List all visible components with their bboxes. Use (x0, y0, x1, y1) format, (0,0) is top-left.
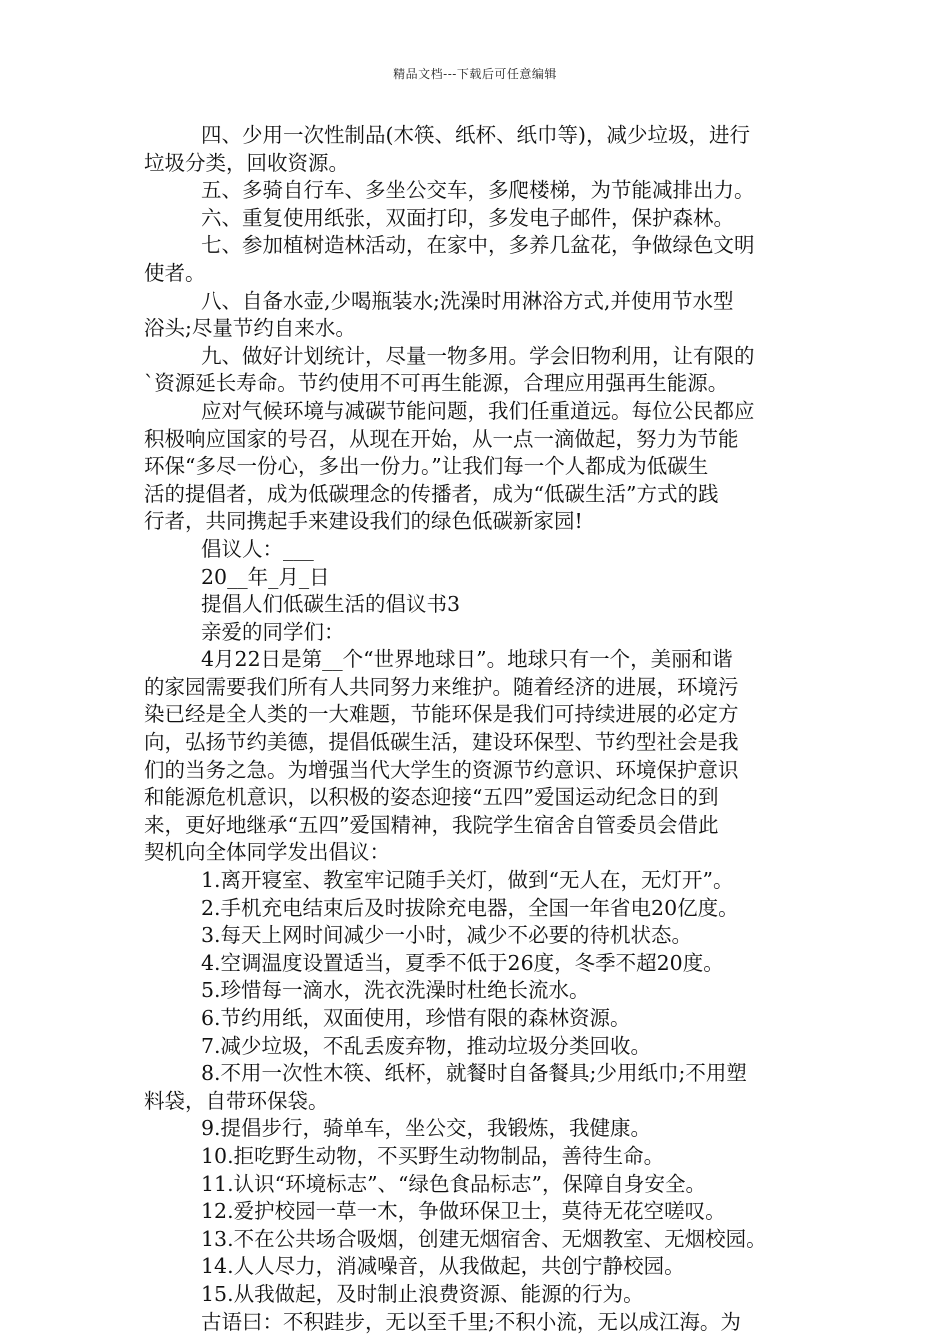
list-item-text: 13.不在公共场合吸烟，创建无烟宿舍、无烟教室、无烟校园。 (201, 1226, 767, 1251)
paragraph-6 (144, 205, 812, 233)
list-item-text: 11.认识“环境标志”、“绿色食品标志”，保障自身安全。 (201, 1171, 707, 1196)
list-item-text: 4.空调温度设置适当，夏季不低于26度，冬季不超20度。 (201, 950, 724, 975)
list-item-text: 5.珍惜每一滴水，洗衣洗澡时杜绝长流水。 (201, 978, 590, 1003)
paragraph-closing (144, 1309, 812, 1337)
list-item-text: 7.减少垃圾，不乱丢废弃物，推动垃圾分类回收。 (201, 1033, 652, 1058)
greeting (144, 619, 812, 647)
list-item-text: 12.爱护校园一草一木，争做环保卫士，莫待无花空嗟叹。 (201, 1199, 726, 1224)
paragraph-intro (144, 646, 812, 867)
paragraph-5 (144, 177, 812, 205)
paragraph-line: 向，弘扬节约美德，提倡低碳生活，建设环保型、节约型社会是我 (144, 730, 739, 755)
list-item-text: 9.提倡步行，骑单车，坐公交，我锻炼，我健康。 (201, 1116, 652, 1141)
paragraph-9 (144, 343, 812, 398)
list-item-text: 6.节约用纸，双面使用，珍惜有限的森林资源。 (201, 1006, 631, 1030)
paragraph-line: 们的当务之急。为增强当代大学生的资源节约意识、环境保护意识 (144, 757, 739, 782)
paragraph-line: 契机向全体同学发出倡议： (144, 840, 390, 865)
list-item (144, 1143, 812, 1171)
list-item (144, 895, 812, 923)
date-line (144, 564, 812, 592)
paragraph-line: 古语曰：不积跬步，无以至千里;不积小流，无以成江海。为 (201, 1309, 741, 1334)
paragraph-line: 五、多骑自行车、多坐公交车，多爬楼梯，为节能减排出力。 (201, 178, 755, 203)
paragraph-line: 行者，共同携起手来建设我们的绿色低碳新家园! (144, 509, 583, 534)
list-item-text: 2.手机充电结束后及时拔除充电器，全国一年省电20亿度。 (201, 895, 739, 920)
list-item (144, 1253, 812, 1281)
paragraph-line: `资源延长寿命。节约使用不可再生能源，合理应用强再生能源。 (144, 371, 729, 396)
list-item (144, 1060, 812, 1115)
document-body (144, 122, 812, 1336)
paragraph-line: 的家园需要我们所有人共同努力来维护。随着经济的进展，环境污 (144, 674, 739, 699)
date-text: 20__年_月_日 (201, 564, 330, 589)
paragraph-line: 染已经是全人类的一大难题，节能环保是我们可持续进展的必定方 (144, 702, 739, 727)
list-item (144, 1005, 812, 1033)
proposer-line (144, 536, 812, 564)
paragraph-line: 八、自备水壶,少喝瓶装水;洗澡时用淋浴方式,并使用节水型 (201, 288, 734, 313)
paragraph-line: 4月22日是第__个“世界地球日”。地球只有一个，美丽和谐 (201, 647, 733, 672)
paragraph-line: 积极响应国家的号召，从现在开始，从一点一滴做起，努力为节能 (144, 426, 739, 451)
paragraph-line: 使者。 (144, 260, 206, 285)
proposal-list (144, 867, 812, 1309)
list-item (144, 1115, 812, 1143)
paragraph-line: 九、做好计划统计，尽量一物多用。学会旧物利用，让有限的 (201, 343, 755, 368)
list-item-text: 15.从我做起，及时制止浪费资源、能源的行为。 (201, 1281, 644, 1306)
list-item (144, 1226, 812, 1254)
paragraph-line: 环保“多尽一份心，多出一份力。”让我们每一个人都成为低碳生 (144, 454, 709, 479)
paragraph-line: 四、少用一次性制品(木筷、纸杯、纸巾等)，减少垃圾，进行 (201, 123, 750, 147)
paragraph-line: 应对气候环境与减碳节能问题，我们任重道远。每位公民都应 (201, 398, 755, 423)
paragraph-line: 六、重复使用纸张，双面打印，多发电子邮件，保护森林。 (201, 205, 734, 230)
paragraph-line: 来，更好地继承“五四”爱国精神，我院学生宿舍自管委员会借此 (144, 812, 719, 837)
list-item-text: 料袋，自带环保袋。 (144, 1088, 329, 1113)
greeting-text: 亲爱的同学们： (201, 619, 345, 644)
paragraph-7 (144, 232, 812, 287)
list-item (144, 977, 812, 1005)
paragraph-line: 垃圾分类，回收资源。 (144, 150, 349, 175)
list-item (144, 922, 812, 950)
list-item (144, 1033, 812, 1061)
list-item (144, 950, 812, 978)
paragraph-8 (144, 288, 812, 343)
list-item (144, 867, 812, 895)
list-item-text: 10.拒吃野生动物，不买野生动物制品，善待生命。 (201, 1143, 665, 1168)
list-item-text: 14.人人尽力，消减噪音，从我做起，共创宁静校园。 (201, 1254, 685, 1279)
paragraph-4 (144, 122, 812, 177)
proposer-text: 倡议人：___ (201, 536, 314, 561)
list-item-text: 3.每天上网时间减少一小时，减少不必要的待机状态。 (201, 923, 693, 948)
list-item-text: 8.不用一次性木筷、纸杯，就餐时自备餐具;少用纸巾;不用塑 (201, 1061, 747, 1086)
page-header: 精品文档---下载后可任意编辑 (393, 67, 557, 81)
list-item (144, 1281, 812, 1309)
paragraph-line: 七、参加植树造林活动，在家中，多养几盆花，争做绿色文明 (201, 233, 755, 258)
list-item (144, 1198, 812, 1226)
section-title (144, 591, 812, 619)
section-title-text: 提倡人们低碳生活的倡议书3 (201, 592, 461, 617)
list-item-text: 1.离开寝室、教室牢记随手关灯，做到“无人在，无灯开”。 (201, 868, 734, 893)
list-item (144, 1171, 812, 1199)
paragraph-conclusion (144, 398, 812, 536)
paragraph-line: 和能源危机意识，以积极的姿态迎接“五四”爱国运动纪念日的到 (144, 785, 719, 810)
paragraph-line: 活的提倡者，成为低碳理念的传播者，成为“低碳生活”方式的践 (144, 481, 719, 506)
paragraph-line: 浴头;尽量节约自来水。 (144, 316, 356, 341)
